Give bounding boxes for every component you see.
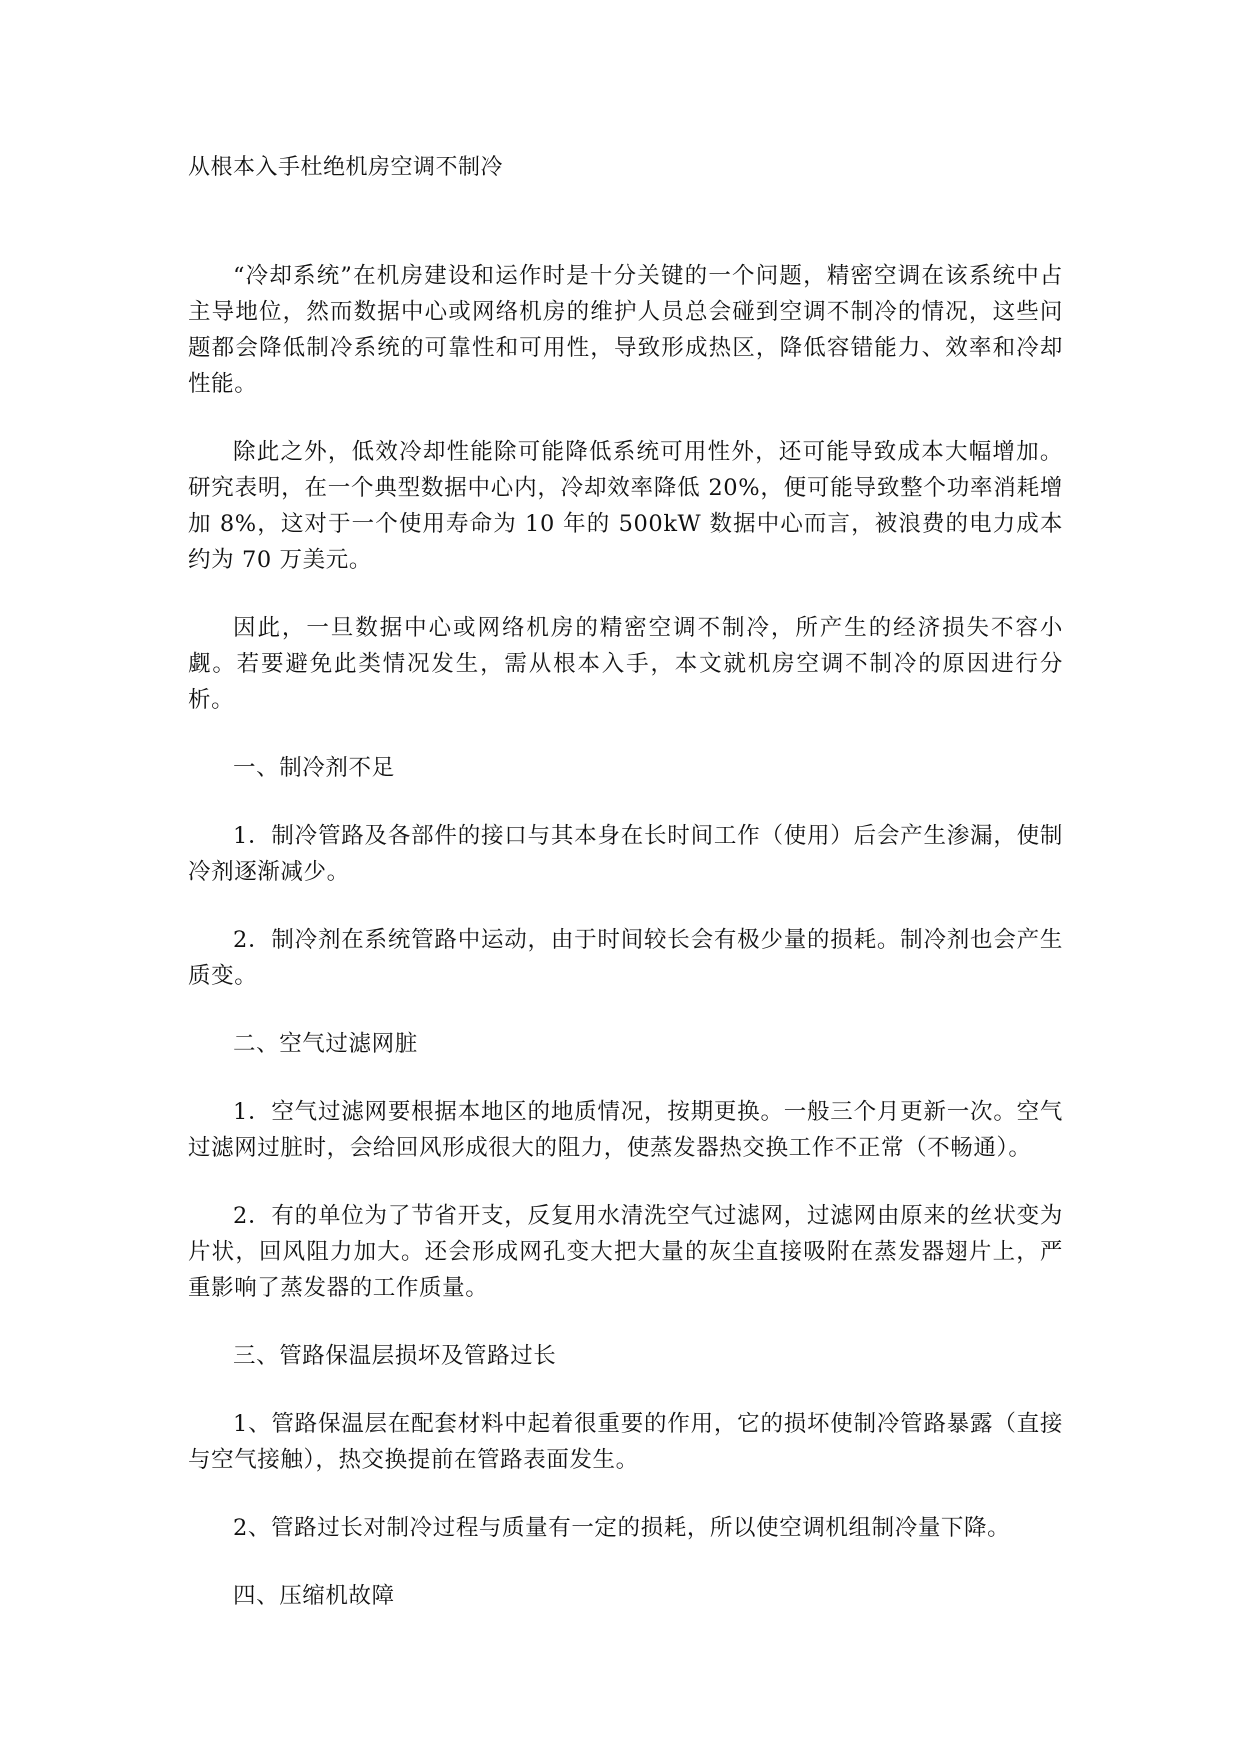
paragraph-3-2: 2、管路过长对制冷过程与质量有一定的损耗，所以使空调机组制冷量下降。 [233, 1515, 1011, 1541]
paragraph-1-1: 1．制冷管路及各部件的接口与其本身在长时间工作（使用）后会产生渗漏，使制冷剂逐渐减少。 [188, 823, 1063, 885]
paragraph-2-1: 1．空气过滤网要根据本地区的地质情况，按期更换。一般三个月更新一次。空气过滤网过脏时，会给回风形成很大的阻力，使蒸发器热交换工作不正常（不畅通）。 [188, 1099, 1063, 1161]
paragraph-intro: “冷却系统”在机房建设和运作时是十分关键的一个问题，精密空调在该系统中占主导地位，然而数据中心或网络机房的维护人员总会碰到空调不制冷的情况，这些问题都会降低制冷系统的可靠性和可用性，导致形成热区，降低容错能力、效率和冷却性能。 [188, 263, 1063, 397]
section-heading-1: 一、制冷剂不足 [233, 755, 395, 781]
section-heading-4: 四、压缩机故障 [233, 1583, 395, 1609]
section-heading-3: 三、管路保温层损坏及管路过长 [233, 1343, 557, 1369]
section-heading-2: 二、空气过滤网脏 [233, 1031, 418, 1057]
document-title: 从根本入手杜绝机房空调不制冷 [188, 155, 504, 180]
paragraph-summary: 因此，一旦数据中心或网络机房的精密空调不制冷，所产生的经济损失不容小觑。若要避免此类情况发生，需从根本入手，本文就机房空调不制冷的原因进行分析。 [188, 615, 1063, 713]
paragraph-2-2: 2．有的单位为了节省开支，反复用水清洗空气过滤网，过滤网由原来的丝状变为片状，回风阻力加大。还会形成网孔变大把大量的灰尘直接吸附在蒸发器翅片上，严重影响了蒸发器的工作质量。 [188, 1203, 1063, 1301]
document-body [188, 150, 1063, 1614]
paragraph-1-2: 2．制冷剂在系统管路中运动，由于时间较长会有极少量的损耗。制冷剂也会产生质变。 [188, 927, 1063, 989]
paragraph-3-1: 1、管路保温层在配套材料中起着很重要的作用，它的损坏使制冷管路暴露（直接与空气接触），热交换提前在管路表面发生。 [188, 1411, 1063, 1473]
paragraph-cost: 除此之外，低效冷却性能除可能降低系统可用性外，还可能导致成本大幅增加。研究表明，在一个典型数据中心内，冷却效率降低 20%，便可能导致整个功率消耗增加 8%，这对于一个使用寿命为 10 年的 500kW 数据中心而言，被浪费的电力成本约为 70 万美元。 [188, 439, 1063, 573]
